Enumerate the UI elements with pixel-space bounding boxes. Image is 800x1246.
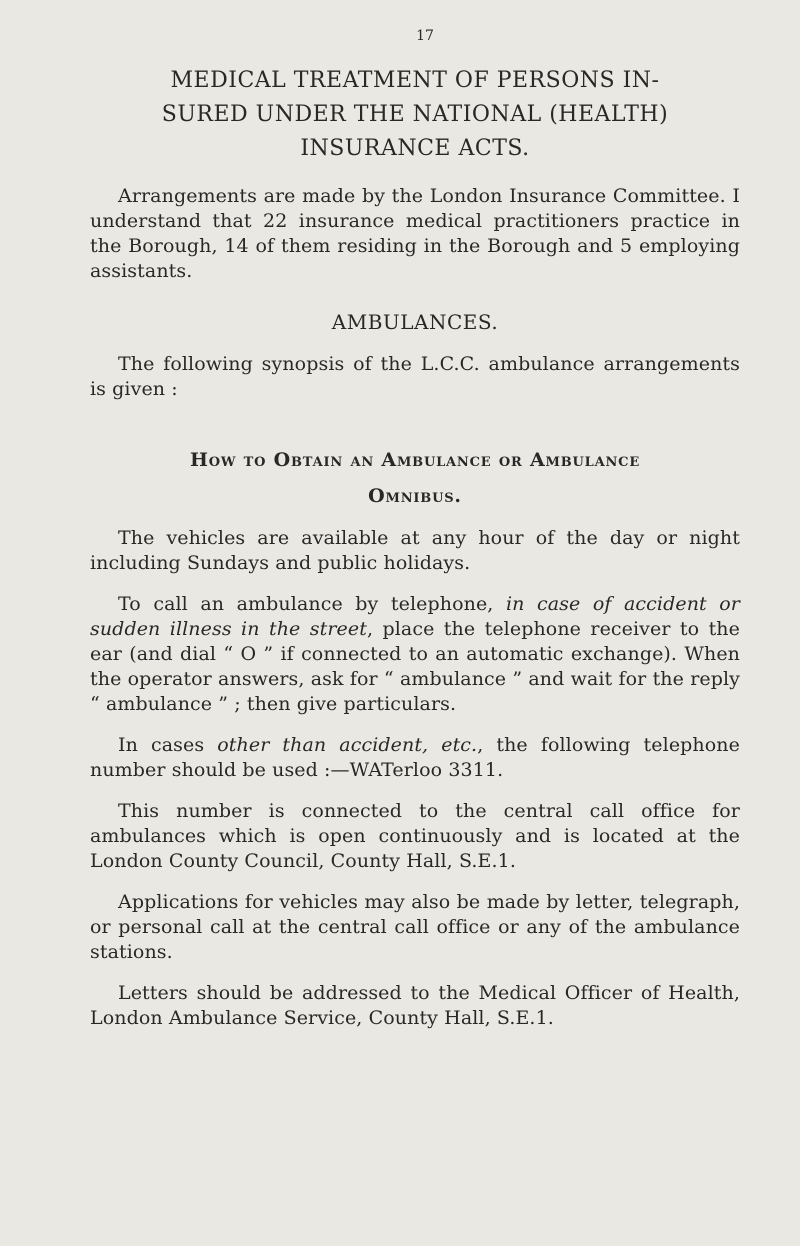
letters-paragraph: Letters should be addressed to the Medical Officer of Health, London Ambulance Service, County Hall, S.E.1. bbox=[90, 982, 740, 1029]
telephone-call-text-end: , place the telephone receiver to the ear (and dial “ O ” if connected to an automatic exchange). When the operator answers, ask for “ ambulance ” and wait for the reply “ ambulance ” ; then give particulars. bbox=[90, 618, 740, 715]
telephone-call-text-start: To call an ambulance by telephone, bbox=[118, 593, 506, 615]
insurance-paragraph: Arrangements are made by the London Insurance Committee. I understand that 22 insurance medical practitioners practice in the Borough, 14 of them residing in the Borough and 5 employing assistants. bbox=[90, 185, 740, 282]
other-cases-italic: other than accident, etc. bbox=[217, 734, 478, 756]
central-office-paragraph: This number is connected to the central call office for ambulances which is open continuously and is located at the London County Council, County Hall, S.E.1. bbox=[90, 800, 740, 872]
document-page bbox=[90, 28, 740, 1031]
availability-paragraph: The vehicles are available at any hour of the day or night including Sundays and public holidays. bbox=[90, 527, 740, 574]
telephone-call-italic: in case of accident or sudden illness in the street bbox=[90, 593, 740, 640]
other-cases-text-end: , the following telephone number should be used :—WATerloo 3311. bbox=[90, 734, 740, 781]
how-to-heading-line-2: Omnibus. bbox=[368, 485, 462, 507]
heading-line-3: INSURANCE ACTS. bbox=[300, 136, 530, 161]
applications-paragraph: Applications for vehicles may also be made by letter, telegraph, or personal call at the central call office or any of the ambulance stations. bbox=[90, 891, 740, 963]
section-heading bbox=[90, 64, 740, 166]
heading-line-1: MEDICAL TREATMENT OF PERSONS IN- bbox=[170, 68, 660, 93]
heading-line-2: SURED UNDER THE NATIONAL (HEALTH) bbox=[161, 102, 669, 127]
telephone-call-paragraph bbox=[90, 592, 740, 717]
page-number: 17 bbox=[416, 28, 434, 44]
other-cases-paragraph bbox=[90, 733, 740, 783]
ambulances-heading: AMBULANCES. bbox=[331, 310, 499, 334]
synopsis-paragraph: The following synopsis of the L.C.C. ambulance arrangements is given : bbox=[90, 353, 740, 400]
other-cases-text-start: In cases bbox=[118, 734, 218, 756]
how-to-heading-line-1: How to Obtain an Ambulance or Ambulance bbox=[189, 449, 641, 471]
how-to-heading bbox=[90, 442, 740, 514]
